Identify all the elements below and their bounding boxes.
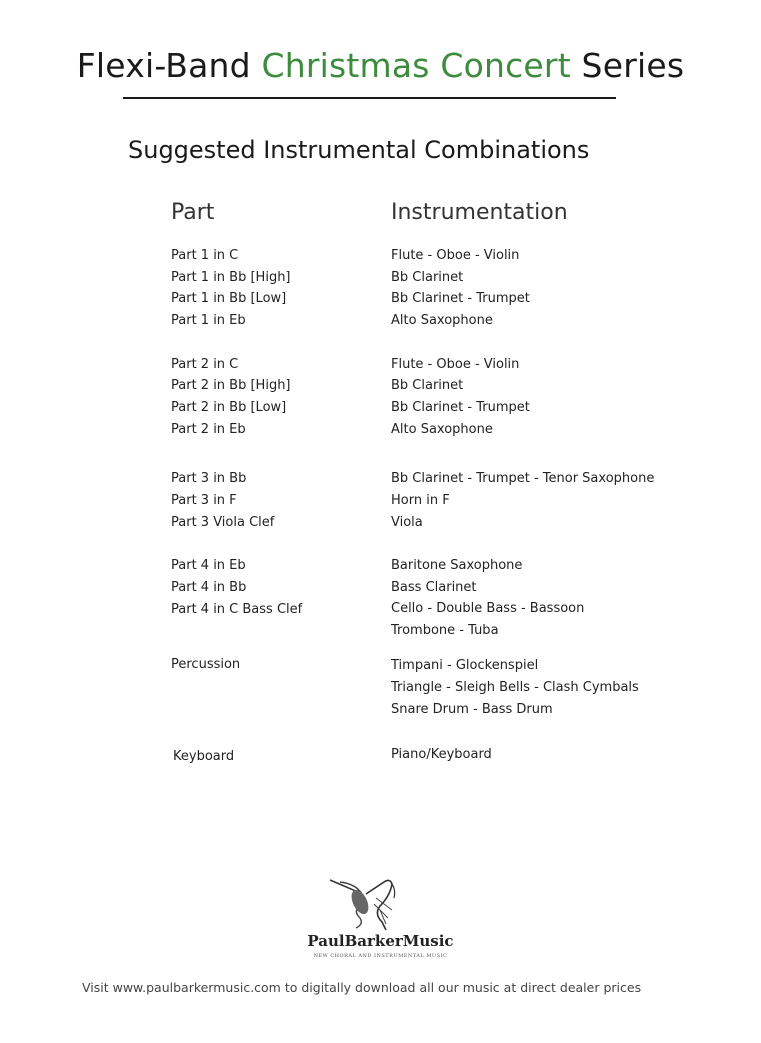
instrumentation-cell: Cello - Double Bass - Bassoon (391, 601, 585, 616)
column-header-instrumentation: Instrumentation (391, 200, 568, 225)
brand-name: PaulBarkerMusic (307, 932, 454, 950)
part-cell: Part 2 in Bb [Low] (171, 400, 287, 415)
part-cell: Part 3 Viola Clef (171, 515, 275, 530)
instrumentation-cell: Flute - Oboe - Violin (391, 357, 520, 372)
title-underline (123, 97, 616, 99)
part-cell: Part 1 in C (171, 248, 239, 263)
title-part-2: Series (570, 46, 685, 85)
part-cell: Keyboard (173, 749, 235, 764)
part-cell: Part 4 in C Bass Clef (171, 602, 303, 617)
instrumentation-cell: Alto Saxophone (391, 313, 493, 328)
instrumentation-cell: Bb Clarinet (391, 378, 464, 393)
part-cell: Part 1 in Bb [High] (171, 270, 291, 285)
brand-tagline: NEW CHORAL AND INSTRUMENTAL MUSIC (313, 953, 448, 959)
instrumentation-cell: Viola (391, 515, 423, 530)
part-cell: Part 3 in F (171, 493, 237, 508)
part-cell: Part 1 in Bb [Low] (171, 291, 287, 306)
instrumentation-cell: Bb Clarinet - Trumpet - Tenor Saxophone (391, 471, 655, 486)
footer-text: Visit www.paulbarkermusic.com to digitally download all our music at direct dealer prices (82, 980, 642, 995)
instrumentation-cell: Baritone Saxophone (391, 558, 523, 573)
instrumentation-cell: Bb Clarinet - Trumpet (391, 400, 530, 415)
part-cell: Part 2 in Bb [High] (171, 378, 291, 393)
instrumentation-cell: Flute - Oboe - Violin (391, 248, 520, 263)
instrumentation-cell: Alto Saxophone (391, 422, 493, 437)
part-cell: Part 4 in Bb (171, 580, 247, 595)
instrumentation-cell: Triangle - Sleigh Bells - Clash Cymbals (391, 680, 639, 695)
instrumentation-cell: Bb Clarinet - Trumpet (391, 291, 530, 306)
title-part-1: Flexi-Band (76, 46, 262, 85)
instrumentation-cell: Trombone - Tuba (391, 623, 499, 638)
part-cell: Part 1 in Eb (171, 313, 246, 328)
page-title (0, 46, 761, 85)
part-cell: Percussion (171, 657, 241, 672)
instrumentation-cell: Snare Drum - Bass Drum (391, 702, 553, 717)
part-cell: Part 4 in Eb (171, 558, 246, 573)
part-cell: Part 3 in Bb (171, 471, 247, 486)
title-highlight: Christmas Concert (261, 46, 571, 85)
column-header-part: Part (171, 200, 215, 225)
instrumentation-cell: Piano/Keyboard (391, 747, 492, 762)
section-subtitle: Suggested Instrumental Combinations (128, 136, 590, 164)
instrumentation-cell: Timpani - Glockenspiel (391, 658, 539, 673)
instrumentation-cell: Bass Clarinet (391, 580, 477, 595)
part-cell: Part 2 in Eb (171, 422, 246, 437)
part-cell: Part 2 in C (171, 357, 239, 372)
instrumentation-cell: Horn in F (391, 493, 450, 508)
instrumentation-cell: Bb Clarinet (391, 270, 464, 285)
